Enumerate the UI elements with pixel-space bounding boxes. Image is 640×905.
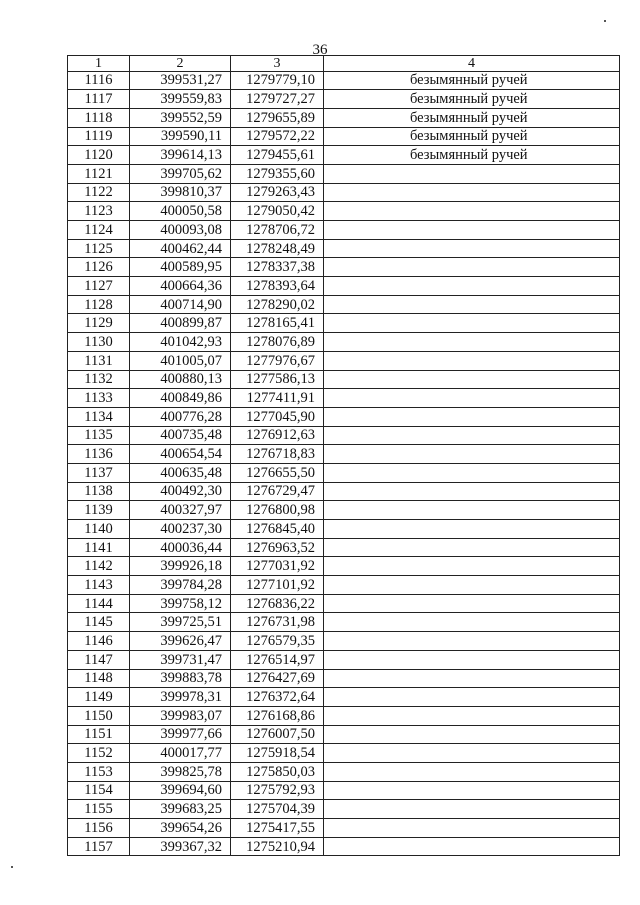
cell-y-coordinate: 1278165,41 <box>231 314 324 333</box>
cell-description <box>324 295 620 314</box>
cell-point-number: 1145 <box>68 613 130 632</box>
cell-point-number: 1134 <box>68 407 130 426</box>
cell-x-coordinate: 399654,26 <box>130 819 231 838</box>
cell-description <box>324 520 620 539</box>
cell-y-coordinate: 1276729,47 <box>231 482 324 501</box>
table-row <box>68 688 620 707</box>
cell-point-number: 1150 <box>68 706 130 725</box>
cell-description <box>324 725 620 744</box>
table-body <box>68 71 620 856</box>
table-row <box>68 407 620 426</box>
column-header-4: 4 <box>324 56 620 72</box>
cell-y-coordinate: 1277586,13 <box>231 370 324 389</box>
cell-point-number: 1148 <box>68 669 130 688</box>
cell-x-coordinate: 399705,62 <box>130 164 231 183</box>
cell-x-coordinate: 399731,47 <box>130 650 231 669</box>
table-row <box>68 482 620 501</box>
cell-y-coordinate: 1276845,40 <box>231 520 324 539</box>
scan-speck <box>604 20 606 22</box>
table-row <box>68 108 620 127</box>
cell-y-coordinate: 1277031,92 <box>231 557 324 576</box>
cell-x-coordinate: 399825,78 <box>130 762 231 781</box>
cell-point-number: 1133 <box>68 389 130 408</box>
table-row <box>68 557 620 576</box>
cell-y-coordinate: 1275850,03 <box>231 762 324 781</box>
cell-x-coordinate: 400635,48 <box>130 463 231 482</box>
cell-y-coordinate: 1276963,52 <box>231 538 324 557</box>
cell-y-coordinate: 1278337,38 <box>231 258 324 277</box>
cell-y-coordinate: 1279355,60 <box>231 164 324 183</box>
table-row <box>68 576 620 595</box>
column-header-1: 1 <box>68 56 130 72</box>
cell-y-coordinate: 1275417,55 <box>231 819 324 838</box>
table-row <box>68 520 620 539</box>
cell-point-number: 1146 <box>68 632 130 651</box>
cell-x-coordinate: 399983,07 <box>130 706 231 725</box>
cell-point-number: 1118 <box>68 108 130 127</box>
cell-y-coordinate: 1279050,42 <box>231 202 324 221</box>
cell-y-coordinate: 1278248,49 <box>231 239 324 258</box>
cell-x-coordinate: 399926,18 <box>130 557 231 576</box>
cell-point-number: 1143 <box>68 576 130 595</box>
cell-x-coordinate: 400664,36 <box>130 277 231 296</box>
cell-description <box>324 463 620 482</box>
table-row <box>68 71 620 90</box>
cell-y-coordinate: 1279727,27 <box>231 90 324 109</box>
table-row <box>68 239 620 258</box>
cell-x-coordinate: 400880,13 <box>130 370 231 389</box>
table-row <box>68 837 620 856</box>
cell-y-coordinate: 1275792,93 <box>231 781 324 800</box>
cell-description <box>324 333 620 352</box>
cell-x-coordinate: 401042,93 <box>130 333 231 352</box>
cell-point-number: 1152 <box>68 744 130 763</box>
cell-description <box>324 407 620 426</box>
cell-point-number: 1141 <box>68 538 130 557</box>
cell-x-coordinate: 400492,30 <box>130 482 231 501</box>
table-row <box>68 389 620 408</box>
cell-x-coordinate: 399559,83 <box>130 90 231 109</box>
cell-x-coordinate: 399978,31 <box>130 688 231 707</box>
cell-description <box>324 370 620 389</box>
cell-description <box>324 800 620 819</box>
cell-x-coordinate: 400327,97 <box>130 501 231 520</box>
cell-x-coordinate: 399758,12 <box>130 594 231 613</box>
cell-description <box>324 632 620 651</box>
cell-y-coordinate: 1279263,43 <box>231 183 324 202</box>
cell-x-coordinate: 399614,13 <box>130 146 231 165</box>
cell-y-coordinate: 1276836,22 <box>231 594 324 613</box>
cell-y-coordinate: 1277045,90 <box>231 407 324 426</box>
table-row <box>68 819 620 838</box>
cell-y-coordinate: 1278290,02 <box>231 295 324 314</box>
table-row <box>68 202 620 221</box>
cell-description <box>324 744 620 763</box>
cell-y-coordinate: 1276427,69 <box>231 669 324 688</box>
table-row <box>68 90 620 109</box>
cell-point-number: 1153 <box>68 762 130 781</box>
cell-x-coordinate: 399683,25 <box>130 800 231 819</box>
cell-point-number: 1120 <box>68 146 130 165</box>
cell-y-coordinate: 1276718,83 <box>231 445 324 464</box>
cell-point-number: 1117 <box>68 90 130 109</box>
cell-point-number: 1126 <box>68 258 130 277</box>
table-row <box>68 781 620 800</box>
cell-description <box>324 781 620 800</box>
table-row <box>68 183 620 202</box>
cell-description <box>324 314 620 333</box>
column-header-3: 3 <box>231 56 324 72</box>
cell-y-coordinate: 1279455,61 <box>231 146 324 165</box>
cell-point-number: 1154 <box>68 781 130 800</box>
cell-description <box>324 688 620 707</box>
cell-y-coordinate: 1278076,89 <box>231 333 324 352</box>
cell-x-coordinate: 399883,78 <box>130 669 231 688</box>
cell-y-coordinate: 1276731,98 <box>231 613 324 632</box>
cell-point-number: 1156 <box>68 819 130 838</box>
cell-y-coordinate: 1276007,50 <box>231 725 324 744</box>
column-header-2: 2 <box>130 56 231 72</box>
cell-point-number: 1138 <box>68 482 130 501</box>
cell-x-coordinate: 400237,30 <box>130 520 231 539</box>
cell-description <box>324 426 620 445</box>
cell-x-coordinate: 400036,44 <box>130 538 231 557</box>
page-number: 36 <box>312 42 328 58</box>
coordinates-table <box>67 55 620 856</box>
cell-x-coordinate: 400849,86 <box>130 389 231 408</box>
cell-x-coordinate: 400093,08 <box>130 221 231 240</box>
cell-x-coordinate: 399531,27 <box>130 71 231 90</box>
table-row <box>68 762 620 781</box>
cell-description <box>324 482 620 501</box>
cell-description <box>324 164 620 183</box>
cell-x-coordinate: 400654,54 <box>130 445 231 464</box>
table-row <box>68 221 620 240</box>
cell-description <box>324 650 620 669</box>
cell-description <box>324 557 620 576</box>
cell-point-number: 1139 <box>68 501 130 520</box>
table-row <box>68 706 620 725</box>
table-header-row <box>68 56 620 72</box>
cell-y-coordinate: 1275210,94 <box>231 837 324 856</box>
table-row <box>68 613 620 632</box>
cell-x-coordinate: 399725,51 <box>130 613 231 632</box>
table-row <box>68 351 620 370</box>
cell-y-coordinate: 1277101,92 <box>231 576 324 595</box>
cell-description <box>324 202 620 221</box>
cell-y-coordinate: 1276800,98 <box>231 501 324 520</box>
cell-description: безымянный ручей <box>324 108 620 127</box>
cell-point-number: 1157 <box>68 837 130 856</box>
cell-description <box>324 501 620 520</box>
scan-speck <box>11 866 13 868</box>
cell-description <box>324 239 620 258</box>
cell-description <box>324 277 620 296</box>
table-row <box>68 538 620 557</box>
table-row <box>68 295 620 314</box>
cell-description <box>324 538 620 557</box>
cell-point-number: 1144 <box>68 594 130 613</box>
cell-point-number: 1127 <box>68 277 130 296</box>
cell-y-coordinate: 1279779,10 <box>231 71 324 90</box>
cell-description <box>324 351 620 370</box>
cell-description <box>324 576 620 595</box>
table-row <box>68 277 620 296</box>
cell-x-coordinate: 399694,60 <box>130 781 231 800</box>
cell-x-coordinate: 399784,28 <box>130 576 231 595</box>
cell-point-number: 1136 <box>68 445 130 464</box>
cell-point-number: 1155 <box>68 800 130 819</box>
cell-description: безымянный ручей <box>324 127 620 146</box>
cell-y-coordinate: 1278393,64 <box>231 277 324 296</box>
cell-x-coordinate: 400776,28 <box>130 407 231 426</box>
cell-x-coordinate: 400050,58 <box>130 202 231 221</box>
cell-y-coordinate: 1275704,39 <box>231 800 324 819</box>
table-row <box>68 650 620 669</box>
cell-description <box>324 389 620 408</box>
cell-x-coordinate: 399552,59 <box>130 108 231 127</box>
cell-description <box>324 221 620 240</box>
cell-description <box>324 445 620 464</box>
cell-description <box>324 613 620 632</box>
cell-point-number: 1130 <box>68 333 130 352</box>
cell-x-coordinate: 400714,90 <box>130 295 231 314</box>
cell-point-number: 1140 <box>68 520 130 539</box>
table-row <box>68 445 620 464</box>
cell-x-coordinate: 399810,37 <box>130 183 231 202</box>
cell-x-coordinate: 400899,87 <box>130 314 231 333</box>
cell-x-coordinate: 400589,95 <box>130 258 231 277</box>
cell-x-coordinate: 399977,66 <box>130 725 231 744</box>
table-row <box>68 744 620 763</box>
table-row <box>68 146 620 165</box>
table-row <box>68 501 620 520</box>
cell-y-coordinate: 1276168,86 <box>231 706 324 725</box>
cell-y-coordinate: 1276655,50 <box>231 463 324 482</box>
cell-point-number: 1129 <box>68 314 130 333</box>
cell-description: безымянный ручей <box>324 71 620 90</box>
cell-y-coordinate: 1275918,54 <box>231 744 324 763</box>
cell-point-number: 1131 <box>68 351 130 370</box>
cell-x-coordinate: 401005,07 <box>130 351 231 370</box>
cell-y-coordinate: 1277411,91 <box>231 389 324 408</box>
cell-y-coordinate: 1276579,35 <box>231 632 324 651</box>
cell-y-coordinate: 1279572,22 <box>231 127 324 146</box>
table-row <box>68 463 620 482</box>
cell-point-number: 1123 <box>68 202 130 221</box>
cell-x-coordinate: 400735,48 <box>130 426 231 445</box>
cell-y-coordinate: 1276514,97 <box>231 650 324 669</box>
table-row <box>68 314 620 333</box>
cell-description <box>324 706 620 725</box>
cell-description <box>324 669 620 688</box>
table-row <box>68 258 620 277</box>
table-row <box>68 725 620 744</box>
cell-x-coordinate: 399367,32 <box>130 837 231 856</box>
table-row <box>68 669 620 688</box>
cell-point-number: 1116 <box>68 71 130 90</box>
cell-description <box>324 183 620 202</box>
table-row <box>68 164 620 183</box>
cell-point-number: 1137 <box>68 463 130 482</box>
cell-y-coordinate: 1276912,63 <box>231 426 324 445</box>
cell-description: безымянный ручей <box>324 90 620 109</box>
cell-point-number: 1119 <box>68 127 130 146</box>
cell-description <box>324 837 620 856</box>
cell-point-number: 1151 <box>68 725 130 744</box>
cell-y-coordinate: 1278706,72 <box>231 221 324 240</box>
cell-x-coordinate: 400462,44 <box>130 239 231 258</box>
cell-point-number: 1142 <box>68 557 130 576</box>
table-row <box>68 594 620 613</box>
cell-description: безымянный ручей <box>324 146 620 165</box>
cell-point-number: 1124 <box>68 221 130 240</box>
cell-description <box>324 258 620 277</box>
cell-x-coordinate: 400017,77 <box>130 744 231 763</box>
table-row <box>68 333 620 352</box>
table-row <box>68 127 620 146</box>
cell-y-coordinate: 1277976,67 <box>231 351 324 370</box>
cell-point-number: 1125 <box>68 239 130 258</box>
cell-x-coordinate: 399626,47 <box>130 632 231 651</box>
table-row <box>68 632 620 651</box>
table-row <box>68 370 620 389</box>
cell-point-number: 1132 <box>68 370 130 389</box>
cell-point-number: 1135 <box>68 426 130 445</box>
cell-description <box>324 819 620 838</box>
cell-point-number: 1149 <box>68 688 130 707</box>
table-row <box>68 800 620 819</box>
cell-point-number: 1147 <box>68 650 130 669</box>
cell-y-coordinate: 1279655,89 <box>231 108 324 127</box>
cell-y-coordinate: 1276372,64 <box>231 688 324 707</box>
cell-point-number: 1122 <box>68 183 130 202</box>
cell-description <box>324 762 620 781</box>
cell-description <box>324 594 620 613</box>
table-row <box>68 426 620 445</box>
cell-point-number: 1121 <box>68 164 130 183</box>
cell-x-coordinate: 399590,11 <box>130 127 231 146</box>
cell-point-number: 1128 <box>68 295 130 314</box>
